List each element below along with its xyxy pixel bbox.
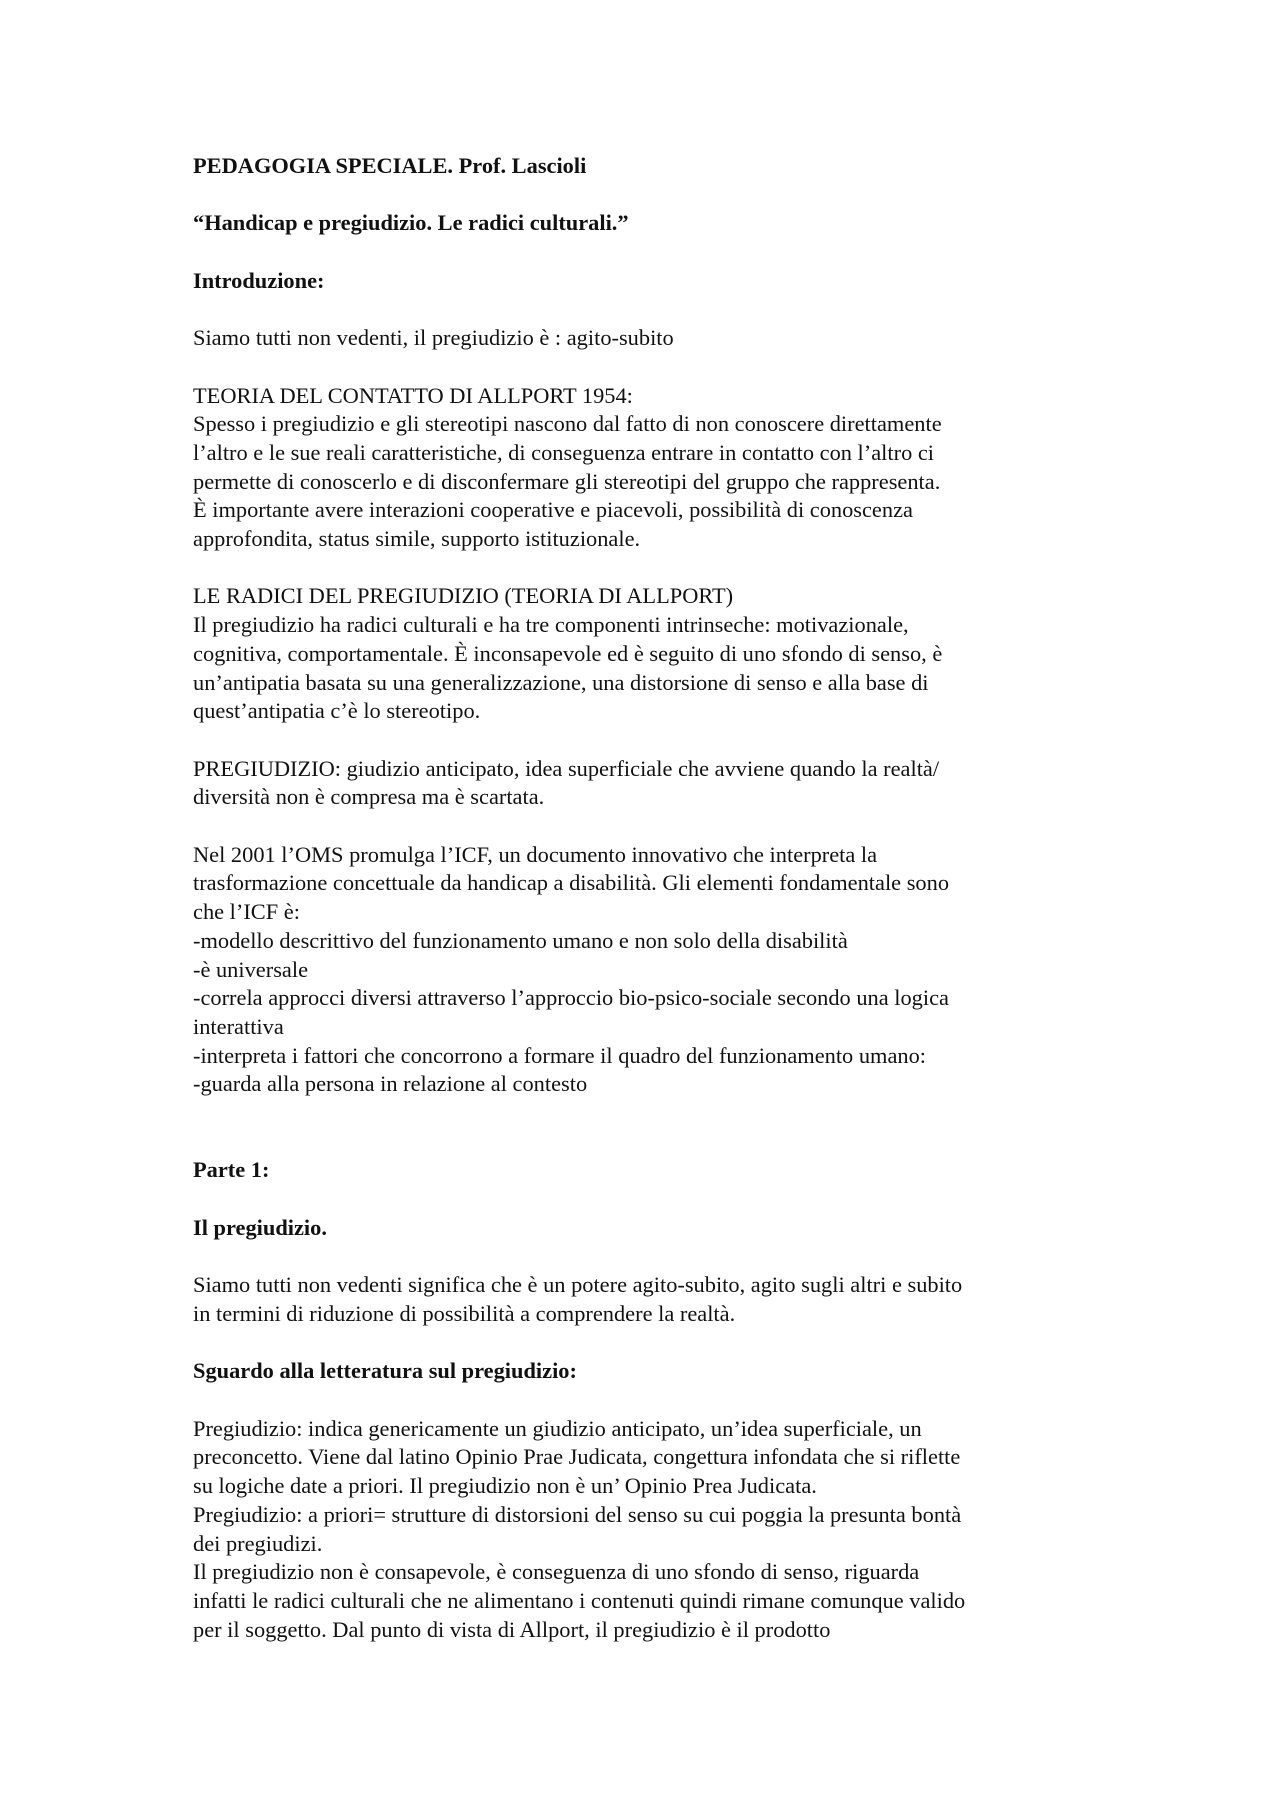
icf-paragraph: Nel 2001 l’OMS promulga l’ICF, un documento innovativo che interpreta la trasformazione concettuale da handicap a disabilità. Gli elementi fondamentale sono che l’ICF è: -modello descrittivo del funzionamento umano e non solo della disabilità -è universale -correla approcci diversi attraverso l’approccio bio-psico-sociale secondo una logica interattiva -interpreta i fattori che concorrono a formare il quadro del funzionamento umano: -guarda alla persona in relazione al contesto — [193, 841, 950, 1097]
document-page — [193, 152, 1093, 1644]
literature-paragraph: Pregiudizio: indica genericamente un giudizio anticipato, un’idea superficiale, un preconcetto. Viene dal latino Opinio Prae Judicata, congettura infondata che si riflette su logiche date a priori. Il pregiudizio non è un’ Opinio Prea Judicata. Pregiudizio: a priori= strutture di distorsioni del senso su cui poggia la presunta bontà dei pregiudizi. Il pregiudizio non è consapevole, è conseguenza di uno sfondo di senso, riguarda infatti le radici culturali che ne alimentano i contenuti quindi rimane comunque valido per il soggetto. Dal punto di vista di Allport, il pregiudizio è il prodotto — [193, 1415, 966, 1642]
part1-heading: Parte 1: — [193, 1157, 270, 1183]
document-subtitle: “Handicap e pregiudizio. Le radici culturali.” — [193, 210, 629, 236]
literature-heading: Sguardo alla letteratura sul pregiudizio: — [193, 1358, 577, 1384]
part1-text: Siamo tutti non vedenti significa che è un potere agito-subito, agito sugli altri e subito in termini di riduzione di possibilità a comprendere la realtà. — [193, 1272, 963, 1326]
roots-paragraph: LE RADICI DEL PREGIUDIZIO (TEORIA DI ALLPORT) Il pregiudizio ha radici culturali e ha tre componenti intrinseche: motivazionale, cognitiva, comportamentale. È inconsapevole ed è seguito di uno sfondo di senso, è un’antipatia basata su una generalizzazione, una distorsione di senso e alla base di quest’antipatia c’è lo stereotipo. — [193, 583, 943, 724]
intro-text: Siamo tutti non vedenti, il pregiudizio è : agito-subito — [193, 325, 674, 351]
part1-subheading: Il pregiudizio. — [193, 1214, 327, 1240]
intro-heading: Introduzione: — [193, 267, 325, 293]
allport-contact-paragraph: TEORIA DEL CONTATTO DI ALLPORT 1954: Spesso i pregiudizio e gli stereotipi nascono dal fatto di non conoscere direttamente l’altro e le sue reali caratteristiche, di conseguenza entrare in contatto con l’altro ci permette di conoscerlo e di disconfermare gli stereotipi del gruppo che rappresenta. È importante avere interazioni cooperative e piacevoli, possibilità di conoscenza approfondita, status simile, supporto istituzionale. — [193, 382, 942, 552]
document-title: PEDAGOGIA SPECIALE. Prof. Lascioli — [193, 153, 587, 178]
definition-paragraph: PREGIUDIZIO: giudizio anticipato, idea superficiale che avviene quando la realtà/ diversità non è compresa ma è scartata. — [193, 755, 940, 810]
